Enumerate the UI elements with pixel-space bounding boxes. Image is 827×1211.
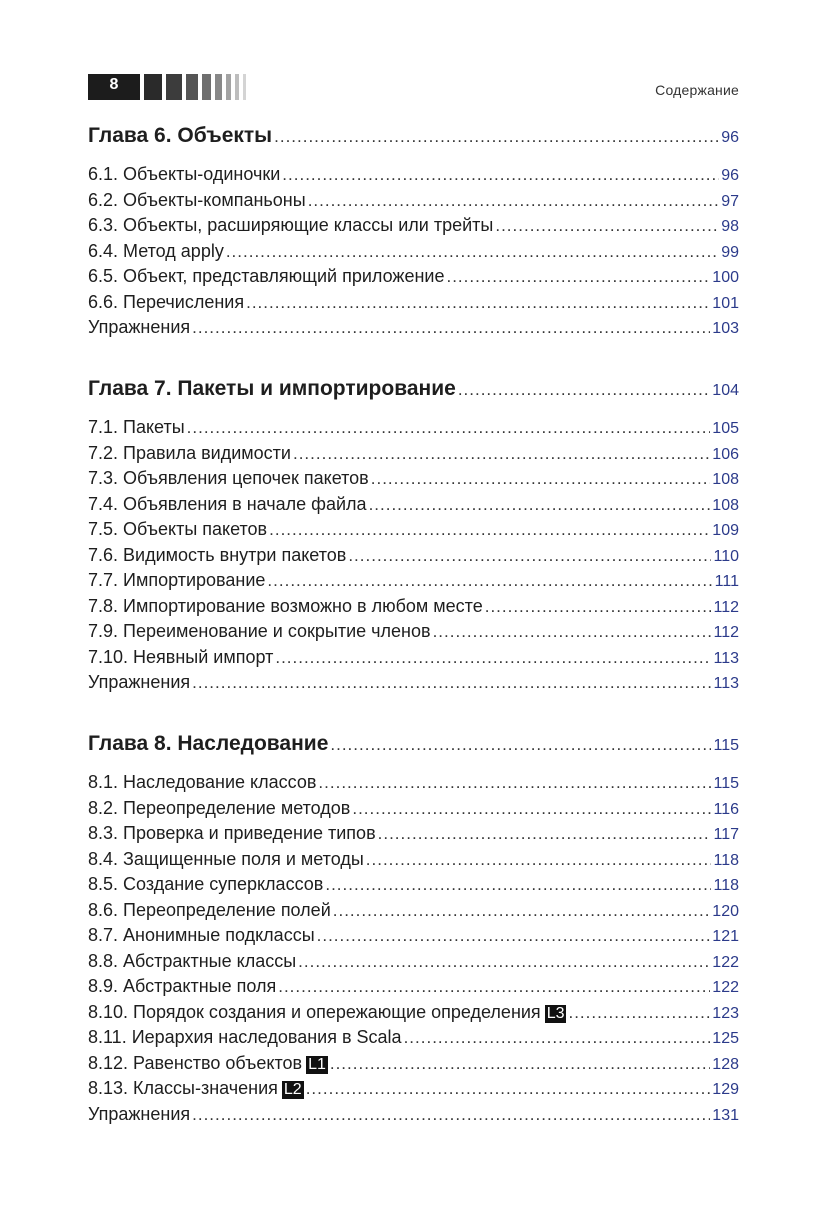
toc-entry[interactable]	[88, 544, 739, 568]
dot-leader	[192, 672, 711, 694]
toc-entry[interactable]	[88, 518, 739, 542]
dot-leader	[278, 976, 710, 998]
toc-entry-label	[88, 240, 224, 262]
toc-entry-label	[88, 848, 364, 870]
toc-entry-page-number: 112	[713, 598, 739, 616]
toc-entry-label	[88, 265, 444, 287]
toc-entry-label	[88, 1077, 304, 1099]
chapter-heading[interactable]	[88, 733, 739, 757]
toc-entry-label	[88, 291, 244, 313]
toc-entry-label	[88, 416, 185, 438]
toc-entry-label	[88, 595, 483, 617]
page-number-badge	[88, 74, 140, 100]
toc-entry[interactable]	[88, 316, 739, 340]
toc-entry[interactable]	[88, 214, 739, 238]
page-number: 8	[109, 76, 119, 93]
toc-entry-text: 8.3. Проверка и приведение типов	[88, 823, 376, 843]
toc-entry[interactable]	[88, 1103, 739, 1127]
dot-leader	[317, 925, 711, 947]
toc-entry-text: 7.5. Объекты пакетов	[88, 519, 268, 539]
toc-entry-label	[88, 544, 346, 566]
toc-entry-page-number: 103	[712, 320, 739, 337]
toc-entry-page-number: 109	[712, 522, 739, 539]
toc-entry[interactable]	[88, 595, 739, 619]
dot-leader	[568, 1002, 710, 1024]
chapter-title: Глава 8. Наследование	[88, 732, 329, 755]
toc-entry-page-number: 100	[712, 269, 739, 286]
toc-entry[interactable]	[88, 822, 739, 846]
toc-entry-label	[88, 646, 273, 668]
toc-entry[interactable]	[88, 240, 739, 264]
toc-entry-page-number: 117	[713, 826, 739, 843]
toc-entry-label	[88, 797, 350, 819]
toc-entry-page-number: 122	[712, 953, 739, 971]
toc-entry[interactable]	[88, 265, 739, 289]
toc-entry-text: Упражнения	[88, 672, 191, 692]
dot-leader	[369, 494, 711, 516]
toc-entry-label	[88, 771, 316, 793]
toc-entry-page-number: 118	[713, 877, 739, 894]
toc-entry-text: 8.8. Абстрактные классы	[88, 950, 297, 971]
toc-entry-text: 8.9. Абстрактные поля	[88, 976, 277, 996]
chapter-title: Глава 6. Объекты	[88, 124, 273, 147]
level-badge: L1	[308, 1055, 326, 1073]
toc-entry-label	[88, 671, 190, 693]
dot-leader	[267, 570, 712, 592]
toc-entry-text: 6.3. Объекты, расширяющие классы или трейты	[88, 215, 494, 235]
toc-entry-page-number: 120	[712, 902, 739, 920]
toc-entry-text: 8.12. Равенство объектов	[88, 1052, 303, 1073]
toc-entry-text: 8.11. Иерархия наследования в Scala	[88, 1027, 402, 1047]
toc-entry-label	[88, 163, 280, 185]
toc-entry[interactable]	[88, 569, 739, 593]
chapter-heading[interactable]	[88, 378, 739, 402]
toc-entry-text: 6.6. Перечисления	[88, 291, 245, 312]
toc-entry-label	[88, 1026, 402, 1048]
toc-entry-page-number: 101	[712, 294, 739, 312]
level-badge: L2	[283, 1081, 302, 1098]
toc-entry-page-number: 110	[713, 547, 739, 565]
dot-leader	[269, 519, 710, 541]
dot-leader	[458, 379, 710, 401]
toc-entry-page-number: 131	[712, 1106, 739, 1124]
chapter-page-number: 104	[712, 382, 739, 399]
toc-entry-label	[88, 493, 367, 515]
toc-entry-page-number: 113	[713, 675, 739, 692]
toc-entry[interactable]	[88, 493, 739, 517]
toc-entry-page-number: 106	[712, 445, 739, 463]
toc-entry[interactable]	[88, 442, 739, 466]
toc-entry-label	[88, 975, 276, 997]
toc-entry-page-number: 118	[713, 851, 739, 869]
toc-entry-page-number: 98	[721, 218, 739, 235]
dot-leader	[306, 1078, 711, 1100]
toc-entry-label	[88, 1103, 190, 1125]
toc-entry-page-number: 113	[713, 649, 739, 667]
toc-entry-label	[88, 620, 431, 642]
toc-entry-text: 7.2. Правила видимости	[88, 442, 291, 463]
dot-leader	[352, 798, 711, 820]
toc-entry-page-number: 115	[713, 775, 739, 792]
dot-leader	[366, 849, 712, 871]
toc-entry-page-number: 108	[712, 496, 739, 514]
dot-leader	[192, 1104, 710, 1126]
toc-entry-text: 8.2. Переопределение методов	[88, 797, 351, 818]
toc-entry-text: 6.2. Объекты-компаньоны	[88, 189, 306, 210]
toc-entry-text: 7.10. Неявный импорт	[88, 646, 274, 667]
toc-entry-text: 7.7. Импортирование	[88, 570, 266, 590]
toc-entry-page-number: 122	[712, 979, 739, 996]
toc-entry[interactable]	[88, 950, 739, 974]
toc-entry-label	[88, 899, 331, 921]
toc-entry-text: 6.5. Объект, представляющий приложение	[88, 266, 445, 286]
dot-leader	[325, 874, 711, 896]
dot-leader	[378, 823, 712, 845]
dot-leader	[298, 951, 710, 973]
toc-entry[interactable]	[88, 467, 739, 491]
toc-entry-page-number: 111	[714, 573, 739, 590]
toc-entry-page-number: 128	[712, 1055, 739, 1073]
toc-entry-page-number: 125	[712, 1030, 739, 1047]
toc-entry-label	[88, 950, 296, 972]
toc-entry-label	[88, 924, 315, 946]
toc-entry-page-number: 108	[712, 471, 739, 488]
toc-entry-page-number: 129	[712, 1081, 739, 1098]
toc-entry[interactable]	[88, 671, 739, 695]
toc-entry-text: 7.3. Объявления цепочек пакетов	[88, 468, 369, 488]
toc-entry-text: 8.10. Порядок создания и опережающие определения	[88, 1001, 541, 1022]
toc-entry[interactable]	[88, 873, 739, 897]
page-header	[88, 74, 739, 100]
dot-leader	[433, 621, 712, 643]
toc-entry-label	[88, 569, 265, 591]
toc-entry-text: 6.1. Объекты-одиночки	[88, 164, 281, 184]
toc-entry-label	[88, 316, 190, 338]
toc-entry[interactable]	[88, 975, 739, 999]
dot-leader	[485, 596, 712, 618]
toc-entry-page-number: 105	[712, 420, 739, 437]
toc-entry-text: 8.5. Создание суперклассов	[88, 874, 324, 894]
toc-entry-page-number: 112	[713, 624, 739, 641]
toc-entry-text: 7.8. Импортирование возможно в любом месте	[88, 595, 483, 616]
section-title: Содержание	[655, 82, 739, 98]
toc-entry-text: 7.1. Пакеты	[88, 417, 185, 437]
chapter-page-number: 115	[713, 737, 739, 754]
toc-entry-label	[88, 1001, 566, 1023]
toc-entry[interactable]	[88, 620, 739, 644]
dot-leader	[371, 468, 711, 490]
toc-entry-text: Упражнения	[88, 1103, 191, 1124]
toc-entry-text: 8.6. Переопределение полей	[88, 899, 331, 920]
dot-leader	[330, 1053, 710, 1075]
toc-entry[interactable]	[88, 1052, 739, 1076]
dot-leader	[282, 164, 719, 186]
toc-entry-text: 6.4. Метод apply	[88, 240, 224, 261]
chapter-heading[interactable]	[88, 125, 739, 149]
toc-entry-label	[88, 873, 323, 895]
toc-entry-label	[88, 442, 291, 464]
dot-leader	[330, 734, 711, 756]
toc-entry-text: 8.7. Анонимные подклассы	[88, 925, 315, 945]
toc-entry[interactable]	[88, 416, 739, 440]
toc-entry-label	[88, 1052, 328, 1074]
toc-entry-page-number: 121	[712, 928, 739, 945]
dot-leader	[293, 443, 710, 465]
chapter-title: Глава 7. Пакеты и импортирование	[88, 377, 456, 400]
toc-entry-label	[88, 214, 493, 236]
toc-entry-page-number: 99	[721, 243, 739, 261]
toc-entry-text: 8.13. Классы-значения	[88, 1078, 278, 1098]
dot-leader	[333, 900, 711, 922]
toc-entry[interactable]	[88, 1077, 739, 1101]
toc-entry-label	[88, 518, 267, 540]
toc-entry-label	[88, 822, 376, 844]
dot-leader	[192, 317, 710, 339]
chapter-page-number: 96	[721, 129, 739, 146]
dot-leader	[318, 772, 711, 794]
toc-entry[interactable]	[88, 646, 739, 670]
dot-leader	[446, 266, 710, 288]
toc-entry[interactable]	[88, 163, 739, 187]
dot-leader	[404, 1027, 711, 1049]
toc-entry-text: 7.6. Видимость внутри пакетов	[88, 544, 347, 565]
toc-entry[interactable]	[88, 291, 739, 315]
dot-leader	[226, 241, 719, 263]
toc-entry[interactable]	[88, 899, 739, 923]
toc-entry[interactable]	[88, 1026, 739, 1050]
dot-leader	[275, 647, 711, 669]
toc-entry-text: Упражнения	[88, 317, 191, 337]
toc-entry-text: 8.1. Наследование классов	[88, 772, 317, 792]
toc-entry-text: 7.9. Переименование и сокрытие членов	[88, 621, 431, 641]
dot-leader	[348, 545, 711, 567]
dot-leader	[308, 190, 720, 212]
toc-entry[interactable]	[88, 189, 739, 213]
toc-entry-text: 8.4. Защищенные поля и методы	[88, 848, 364, 869]
toc-entry[interactable]	[88, 924, 739, 948]
dot-leader	[495, 215, 719, 237]
toc-entry[interactable]	[88, 1001, 739, 1025]
toc-entry-label	[88, 189, 306, 211]
toc-entry-page-number: 116	[713, 800, 739, 818]
toc-entry-page-number: 97	[721, 192, 739, 210]
dot-leader	[274, 126, 719, 148]
toc-entry[interactable]	[88, 848, 739, 872]
toc-entry-label	[88, 467, 369, 489]
dot-leader	[246, 292, 710, 314]
toc-entry-page-number: 96	[721, 167, 739, 184]
level-badge: L3	[546, 1004, 565, 1022]
toc-entry[interactable]	[88, 797, 739, 821]
toc-entry[interactable]	[88, 771, 739, 795]
toc-entry-page-number: 123	[712, 1004, 739, 1022]
dot-leader	[187, 417, 711, 439]
toc-entry-text: 7.4. Объявления в начале файла	[88, 493, 367, 514]
